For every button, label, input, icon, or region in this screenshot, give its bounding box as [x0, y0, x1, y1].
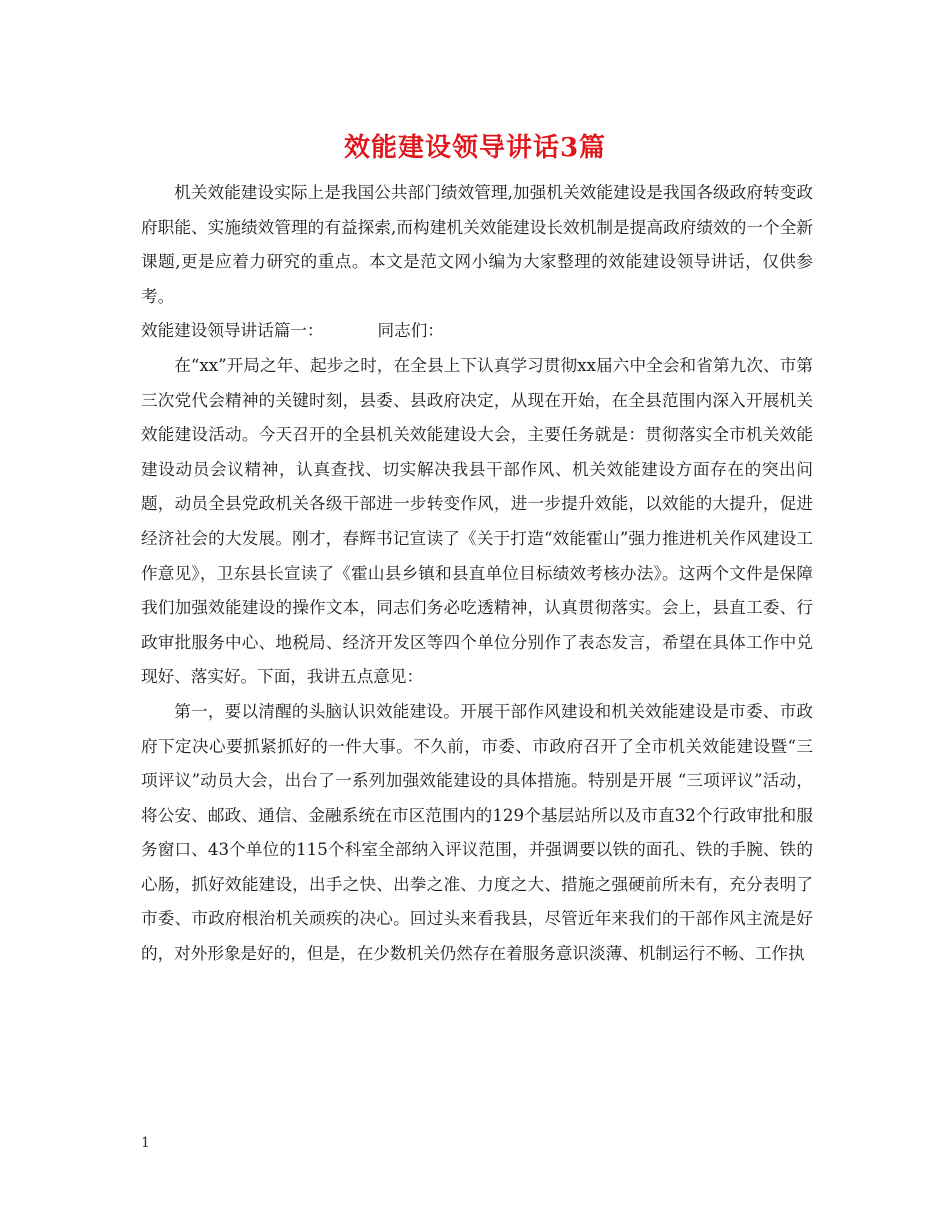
document-body	[141, 176, 813, 972]
salutation: 同志们：	[377, 321, 444, 341]
section-heading: 效能建设领导讲话篇一：	[141, 321, 324, 341]
document-title: 效能建设领导讲话3篇	[343, 133, 607, 163]
intro-paragraph: 机关效能建设实际上是我国公共部门绩效管理,加强机关效能建设是我国各级政府转变政府职能、实施绩效管理的有益探索,而构建机关效能建设长效机制是提高政府绩效的一个全新课题,更是应着力研究的重点。本文是范文网小编为大家整理的效能建设领导讲话，仅供参考。	[141, 183, 813, 306]
section-heading-line	[141, 314, 813, 349]
page-number: 1	[141, 1135, 150, 1151]
body-paragraph-2: 第一，要以清醒的头脑认识效能建设。开展干部作风建设和机关效能建设是市委、市政府下定决心要抓紧抓好的一件大事。不久前，市委、市政府召开了全市机关效能建设暨“三项评议”动员大会，出台了一系列加强效能建设的具体措施。特别是开展 “三项评议”活动，将公安、邮政、通信、金融系统在市区范围内的129个基层站所以及市直32个行政审批和服务窗口、43个单位的115个科室全部纳入评议范围，并强调要以铁的面孔、铁的手腕、铁的心肠，抓好效能建设，出手之快、出拳之准、力度之大、措施之强硬前所未有，充分表明了市委、市政府根治机关顽疾的决心。回过头来看我县，尽管近年来我们的干部作风主流是好的，对外形象是好的，但是，在少数机关仍然存在着服务意识淡薄、机制运行不畅、工作执	[141, 701, 813, 964]
body-paragraph-1: 在“xx”开局之年、起步之时，在全县上下认真学习贯彻xx届六中全会和省第九次、市第三次党代会精神的关键时刻，县委、县政府决定，从现在开始，在全县范围内深入开展机关效能建设活动。今天召开的全县机关效能建设大会，主要任务就是：贯彻落实全市机关效能建设动员会议精神，认真查找、切实解决我县干部作风、机关效能建设方面存在的突出问题，动员全县党政机关各级干部进一步转变作风，进一步提升效能，以效能的大提升，促进经济社会的大发展。刚才，春辉书记宣读了《关于打造“效能霍山”强力推进机关作风建设工作意见》，卫东县长宣读了《霍山县乡镇和县直单位目标绩效考核办法》。这两个文件是保障我们加强效能建设的操作文本，同志们务必吃透精神，认真贯彻落实。会上，县直工委、行政审批服务中心、地税局、经济开发区等四个单位分别作了表态发言，希望在具体工作中兑现好、落实好。下面，我讲五点意见：	[141, 355, 813, 687]
